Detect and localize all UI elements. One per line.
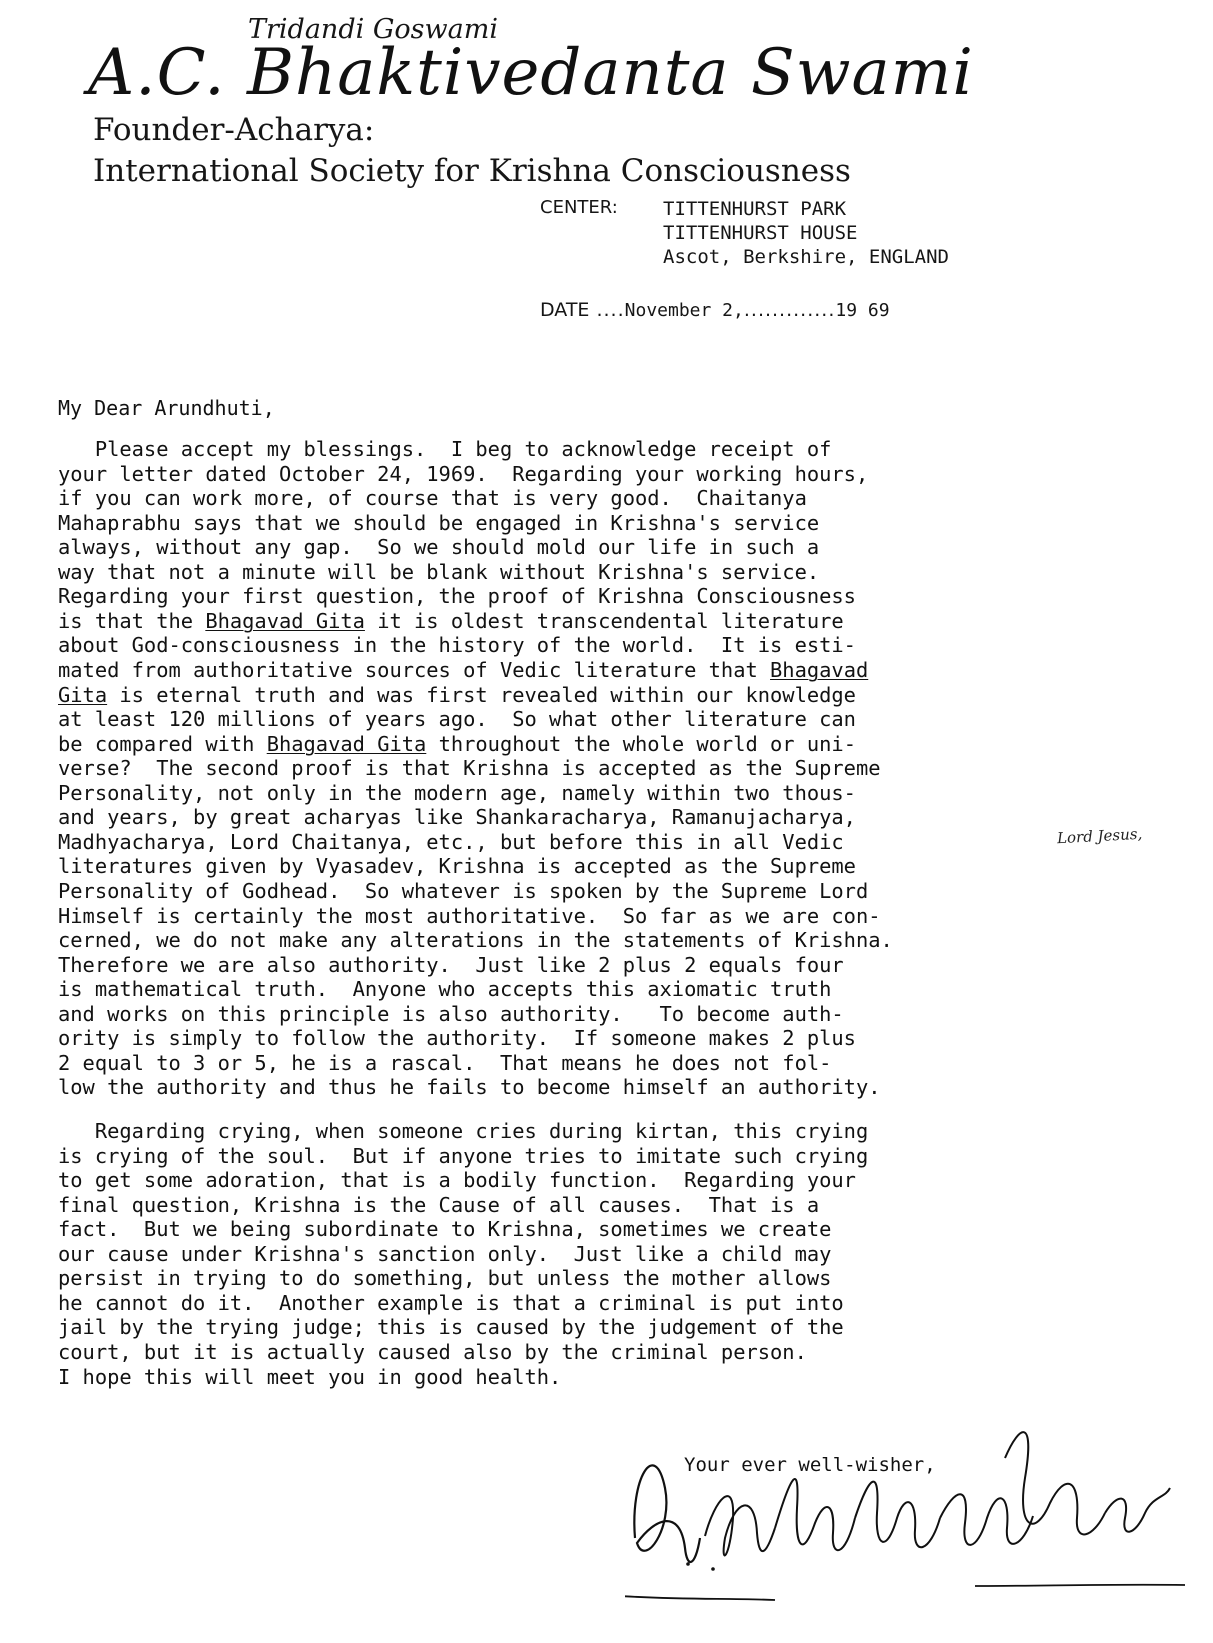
letter-line: always, without any gap. So we should mold our life in such a — [58, 535, 820, 560]
book-title: Gita — [58, 682, 108, 707]
letter-line: low the authority and thus he fails to become himself an authority. — [58, 1075, 881, 1100]
letter-line: your letter dated October 24, 1969. Regarding your working hours, — [58, 461, 869, 486]
handwritten-annotation: Lord Jesus, — [1056, 824, 1143, 848]
letter-line: Personality, not only in the modern age, namely within two thous- — [58, 780, 856, 805]
letter-line: our cause under Krishna's sanction only. Just like a child may — [58, 1241, 832, 1266]
date-leader-dots: .... — [589, 299, 625, 321]
letter-line: Regarding your first question, the proof of Krishna Consciousness — [58, 584, 856, 609]
letter-line: literatures given by Vyasadev, Krishna is accepted as the Supreme — [58, 854, 856, 879]
letterhead-title-line: Tridandi Goswami — [248, 14, 498, 45]
book-title: Bhagavad Gita — [266, 731, 427, 756]
letter-line: he cannot do it. Another example is that a criminal is put into — [58, 1290, 844, 1315]
date-line — [540, 299, 890, 321]
closing: Your ever well-wisher, — [684, 1454, 936, 1476]
letter-line: mated from authoritative sources of Vedic literature that Bhagavad — [58, 658, 869, 682]
center-label: CENTER: — [540, 197, 618, 218]
salutation: My Dear Arundhuti, — [58, 396, 275, 420]
letter-line: cerned, we do not make any alterations in the statements of Krishna. — [58, 928, 893, 952]
letter-line: Regarding crying, when someone cries during kirtan, this crying — [58, 1119, 869, 1143]
letter-line: Gita is eternal truth and was first revealed within our knowledge — [58, 682, 856, 707]
letter-line: jail by the trying judge; this is caused by the judgement of the — [58, 1315, 844, 1340]
letter-line: I hope this will meet you in good health. — [58, 1364, 562, 1389]
date-label: DATE — [540, 299, 590, 321]
letter-line: to get some adoration, that is a bodily function. Regarding your — [58, 1168, 856, 1193]
book-title: Bhagavad — [770, 658, 869, 682]
letterhead-name: A.C. Bhaktivedanta Swami — [88, 36, 974, 110]
letter-line: Therefore we are also authority. Just like 2 plus 2 equals four — [58, 952, 844, 977]
letter-line: at least 120 millions of years ago. So what other literature can — [58, 707, 856, 731]
letter-line: and years, by great acharyas like Shankaracharya, Ramanujacharya, — [58, 805, 856, 830]
letter-line: Personality of Godhead. So whatever is spoken by the Supreme Lord — [58, 878, 869, 903]
letter-line: court, but it is actually caused also by the criminal person. — [58, 1340, 807, 1364]
letter-line: Please accept my blessings. I beg to acknowledge receipt of — [58, 437, 832, 461]
letter-line: is mathematical truth. Anyone who accepts this axiomatic truth — [58, 977, 832, 1002]
letter-line: Mahaprabhu says that we should be engaged in Krishna's service — [58, 510, 820, 535]
letter-line: and works on this principle is also authority. To become auth- — [58, 1001, 844, 1026]
letter-line: fact. But we being subordinate to Krishna, sometimes we create — [58, 1217, 832, 1242]
letterhead-role: Founder-Acharya: — [93, 112, 375, 148]
letter-line: is that the Bhagavad Gita it is oldest transcendental literature — [58, 608, 844, 633]
letter-line: verse? The second proof is that Krishna is accepted as the Supreme — [58, 756, 881, 781]
letter-line: be compared with Bhagavad Gita throughout the whole world or uni- — [58, 731, 856, 756]
signature — [625, 1418, 1185, 1608]
letter-line: 2 equal to 3 or 5, he is a rascal. That means he does not fol- — [58, 1050, 832, 1075]
date-leader-dots: ............. — [743, 299, 836, 321]
book-title: Bhagavad Gita — [205, 608, 365, 633]
letter-line: Madhyacharya, Lord Chaitanya, etc., but before this in all Vedic — [58, 829, 844, 854]
center-line-1: TITTENHURST PARK — [663, 198, 847, 220]
date-value: November 2, — [624, 300, 744, 321]
letter-line: Himself is certainly the most authoritative. So far as we are con- — [58, 903, 881, 928]
letter-line: about God-consciousness in the history of the world. It is esti- — [58, 633, 856, 658]
center-line-2: TITTENHURST HOUSE — [663, 222, 858, 244]
letter-line: ority is simply to follow the authority. If someone makes 2 plus — [58, 1026, 856, 1051]
letterhead-organization: International Society for Krishna Consciousness — [93, 153, 851, 189]
letter-line: is crying of the soul. But if anyone tries to imitate such crying — [58, 1143, 869, 1168]
letter-line: persist in trying to do something, but unless the mother allows — [58, 1266, 832, 1291]
center-line-3: Ascot, Berkshire, ENGLAND — [663, 246, 949, 268]
letter-line: final question, Krishna is the Cause of all causes. That is a — [58, 1192, 820, 1217]
letter-line: if you can work more, of course that is very good. Chaitanya — [58, 486, 807, 511]
letter-line: way that not a minute will be blank without Krishna's service. — [58, 559, 820, 584]
date-year: 19 69 — [835, 300, 890, 321]
